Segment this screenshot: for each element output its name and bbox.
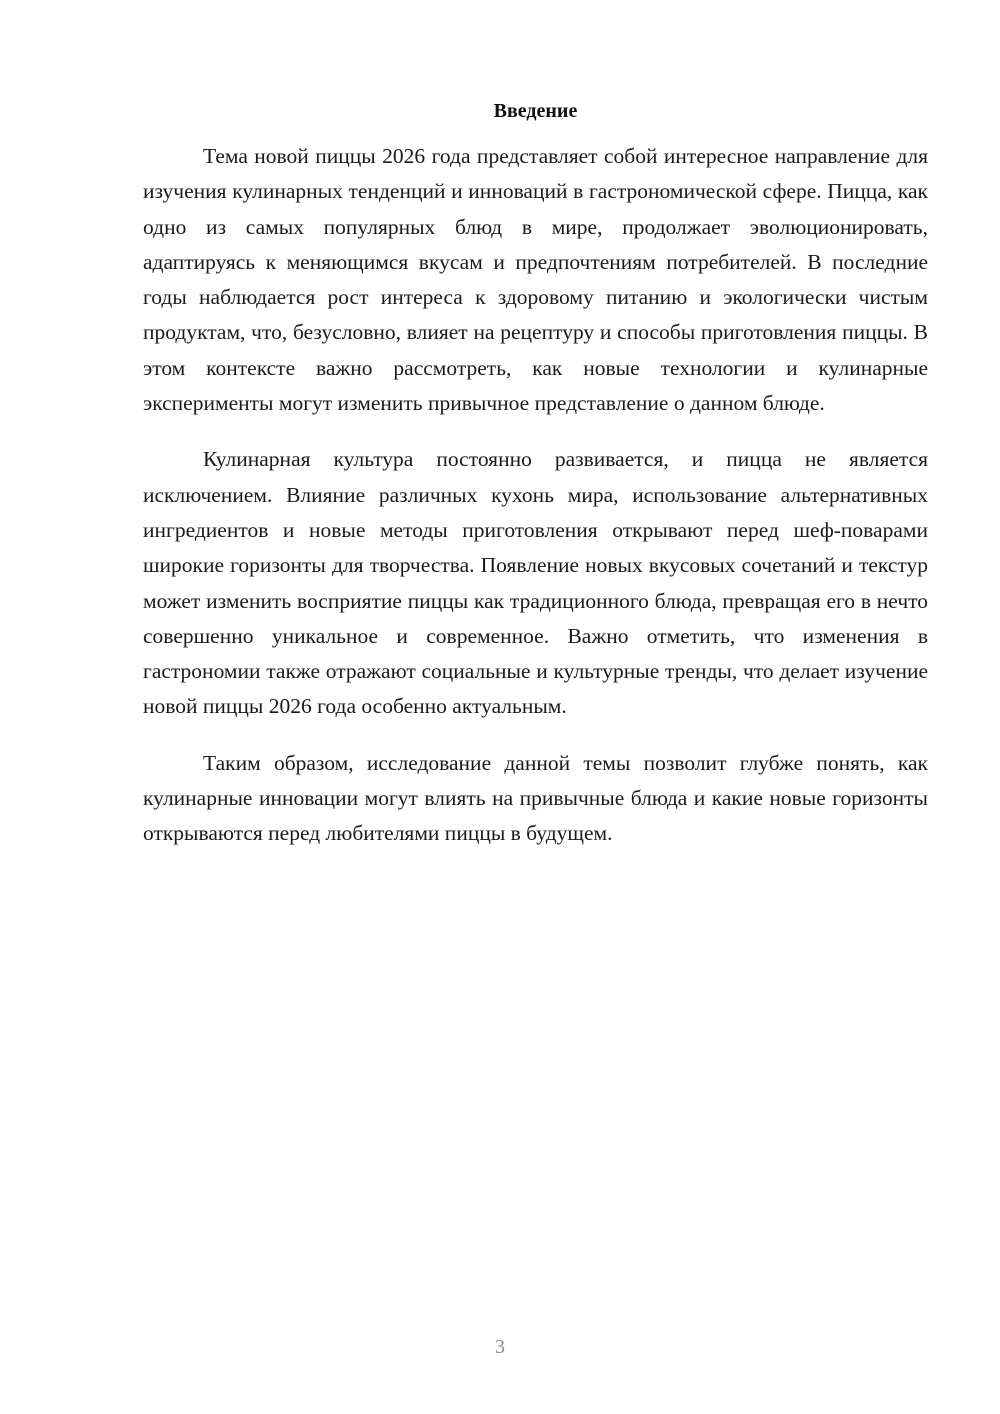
- paragraph-1: Тема новой пиццы 2026 года представляет собой интересное направление для изучения кулинарных тенденций и инноваций в гастрономической сфере. Пицца, как одно из самых популярных блюд в мире, продолжает эволюционировать, адаптируясь к меняющимся вкусам и предпочтениям потребителей. В последние годы наблюдается рост интереса к здоровому питанию и экологически чистым продуктам, что, безусловно, влияет на рецептуру и способы приготовления пиццы. В этом контексте важно рассмотреть, как новые технологии и кулинарные эксперименты могут изменить привычное представление о данном блюде.: [143, 144, 928, 416]
- section-heading: Введение: [493, 100, 578, 122]
- paragraph-3: Таким образом, исследование данной темы позволит глубже понять, как кулинарные инновации могут влиять на привычные блюда и какие новые горизонты открываются перед любителями пиццы в будущем.: [143, 750, 928, 846]
- page-content: [143, 96, 928, 873]
- page-number: 3: [495, 1336, 505, 1358]
- paragraph-2: Кулинарная культура постоянно развивается, и пицца не является исключением. Влияние различных кухонь мира, использование альтернативных ингредиентов и новые методы приготовления открывают перед шеф-поварами широкие горизонты для творчества. Появление новых вкусовых сочетаний и текстур может изменить восприятие пиццы как традиционного блюда, превращая его в нечто совершенно уникальное и современное. Важно отметить, что изменения в гастрономии также отражают социальные и культурные тренды, что делает изучение новой пиццы 2026 года особенно актуальным.: [143, 447, 928, 719]
